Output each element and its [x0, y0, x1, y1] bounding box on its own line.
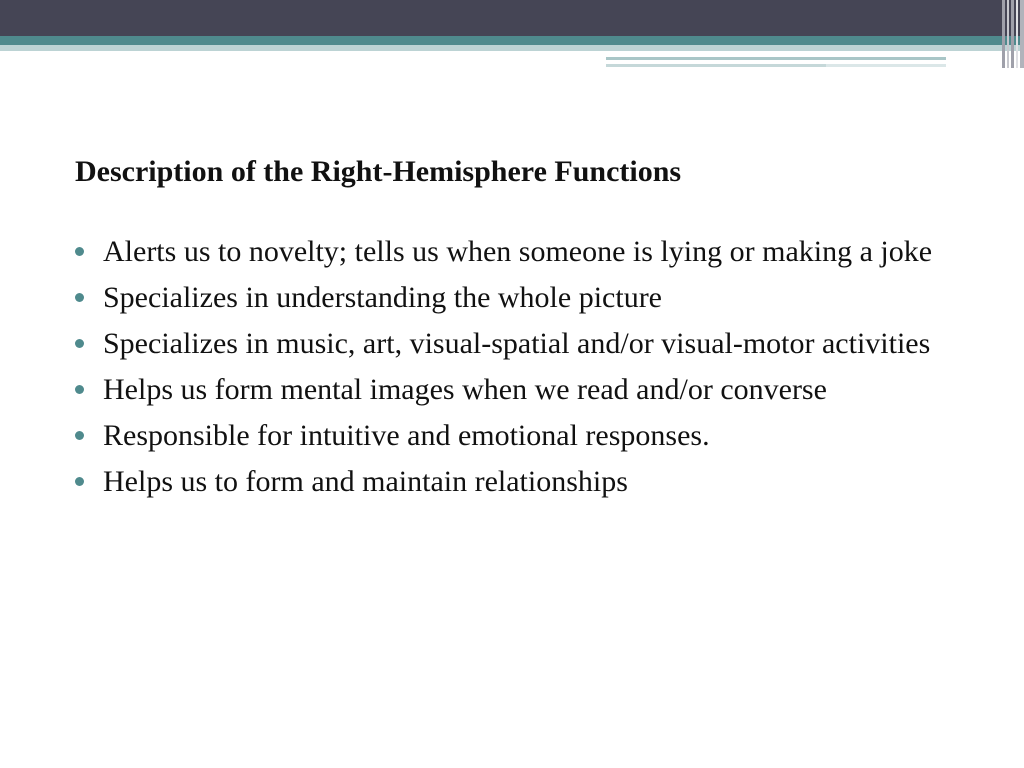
slide-content [75, 150, 955, 508]
bullet-dot-icon [75, 293, 84, 302]
bullet-item [75, 370, 955, 410]
bullet-list [75, 232, 955, 502]
accent-line [606, 57, 946, 60]
header-band [0, 0, 1024, 36]
accent-line [606, 64, 826, 67]
bullet-text: Specializes in music, art, visual-spatial and/or visual-motor activities [103, 327, 931, 360]
bullet-text: Alerts us to novelty; tells us when someone is lying or making a joke [103, 235, 933, 268]
accent-line [826, 64, 946, 67]
bullet-dot-icon [75, 385, 84, 394]
bullet-text: Helps us form mental images when we read and/or converse [103, 373, 827, 406]
light-accent-band [0, 45, 1024, 51]
teal-accent-band [0, 36, 1024, 45]
bullet-text: Helps us to form and maintain relationships [103, 465, 628, 498]
bullet-item [75, 462, 955, 502]
decorative-stripes [994, 0, 1024, 68]
bullet-dot-icon [75, 339, 84, 348]
bullet-text: Responsible for intuitive and emotional responses. [103, 419, 710, 452]
slide-title: Description of the Right-Hemisphere Functions [75, 155, 682, 188]
bullet-item [75, 232, 955, 272]
bullet-dot-icon [75, 247, 84, 256]
bullet-dot-icon [75, 477, 84, 486]
bullet-item [75, 416, 955, 456]
bullet-dot-icon [75, 431, 84, 440]
bullet-item [75, 278, 955, 318]
bullet-item [75, 324, 955, 364]
bullet-text: Specializes in understanding the whole picture [103, 281, 662, 314]
